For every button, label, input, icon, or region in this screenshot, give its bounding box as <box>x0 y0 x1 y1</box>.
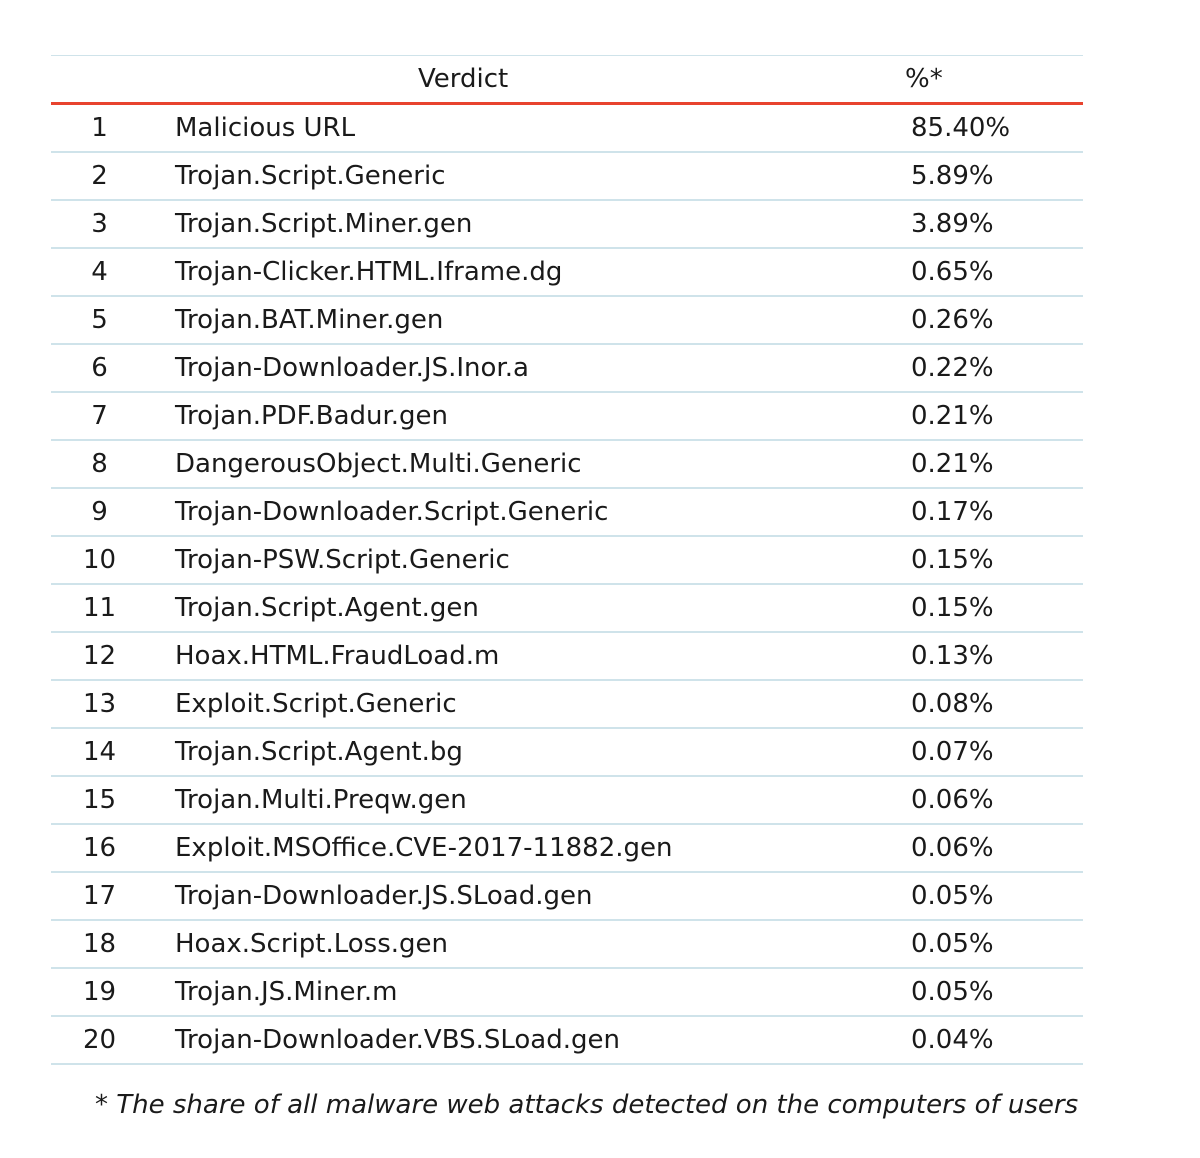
table-row <box>51 296 1083 344</box>
row-rank: 12 <box>51 632 148 680</box>
row-percent: 0.07% <box>775 728 1083 776</box>
row-verdict: Trojan.Script.Generic <box>148 152 775 200</box>
table-row <box>51 488 1083 536</box>
table-header <box>51 56 1083 104</box>
row-percent: 0.05% <box>775 968 1083 1016</box>
row-verdict: Exploit.MSOffice.CVE-2017-11882.gen <box>148 824 775 872</box>
table-row <box>51 344 1083 392</box>
row-verdict: Trojan.PDF.Badur.gen <box>148 392 775 440</box>
table-row <box>51 248 1083 296</box>
row-verdict: Exploit.Script.Generic <box>148 680 775 728</box>
header-percent: %* <box>775 56 1083 104</box>
row-rank: 8 <box>51 440 148 488</box>
row-rank: 5 <box>51 296 148 344</box>
row-verdict: Trojan.Script.Agent.bg <box>148 728 775 776</box>
row-rank: 14 <box>51 728 148 776</box>
header-rank <box>51 56 148 104</box>
table-row <box>51 872 1083 920</box>
row-rank: 20 <box>51 1016 148 1064</box>
row-verdict: Trojan.JS.Miner.m <box>148 968 775 1016</box>
row-percent: 0.13% <box>775 632 1083 680</box>
row-percent: 0.06% <box>775 776 1083 824</box>
row-verdict: DangerousObject.Multi.Generic <box>148 440 775 488</box>
row-percent: 0.05% <box>775 872 1083 920</box>
row-percent: 0.21% <box>775 440 1083 488</box>
verdict-table <box>51 55 1083 1065</box>
row-percent: 0.04% <box>775 1016 1083 1064</box>
row-verdict: Trojan.Script.Miner.gen <box>148 200 775 248</box>
row-rank: 3 <box>51 200 148 248</box>
row-percent: 0.22% <box>775 344 1083 392</box>
table-row <box>51 632 1083 680</box>
table-row <box>51 392 1083 440</box>
table-row <box>51 776 1083 824</box>
row-rank: 18 <box>51 920 148 968</box>
row-rank: 2 <box>51 152 148 200</box>
row-rank: 11 <box>51 584 148 632</box>
table-row <box>51 536 1083 584</box>
row-percent: 0.65% <box>775 248 1083 296</box>
row-verdict: Trojan-Downloader.Script.Generic <box>148 488 775 536</box>
row-verdict: Trojan-Downloader.JS.SLoad.gen <box>148 872 775 920</box>
table-row <box>51 1016 1083 1064</box>
row-rank: 17 <box>51 872 148 920</box>
row-rank: 16 <box>51 824 148 872</box>
row-rank: 13 <box>51 680 148 728</box>
row-verdict: Trojan-Downloader.VBS.SLoad.gen <box>148 1016 775 1064</box>
row-percent: 0.05% <box>775 920 1083 968</box>
table-row <box>51 200 1083 248</box>
row-percent: 0.06% <box>775 824 1083 872</box>
table-row <box>51 968 1083 1016</box>
row-rank: 4 <box>51 248 148 296</box>
row-rank: 15 <box>51 776 148 824</box>
header-row <box>51 56 1083 104</box>
row-percent: 0.21% <box>775 392 1083 440</box>
row-rank: 9 <box>51 488 148 536</box>
row-verdict: Trojan-PSW.Script.Generic <box>148 536 775 584</box>
table-row <box>51 728 1083 776</box>
row-verdict: Hoax.HTML.FraudLoad.m <box>148 632 775 680</box>
table-row <box>51 920 1083 968</box>
row-percent: 0.26% <box>775 296 1083 344</box>
row-percent: 85.40% <box>775 104 1083 152</box>
table-row <box>51 824 1083 872</box>
row-rank: 1 <box>51 104 148 152</box>
table-row <box>51 152 1083 200</box>
row-rank: 7 <box>51 392 148 440</box>
row-percent: 0.17% <box>775 488 1083 536</box>
table-row <box>51 584 1083 632</box>
row-percent: 3.89% <box>775 200 1083 248</box>
row-percent: 0.15% <box>775 584 1083 632</box>
table-body <box>51 104 1083 1064</box>
verdict-table-container <box>51 55 1083 1065</box>
row-verdict: Trojan-Clicker.HTML.Iframe.dg <box>148 248 775 296</box>
row-verdict: Malicious URL <box>148 104 775 152</box>
row-percent: 5.89% <box>775 152 1083 200</box>
row-verdict: Trojan.BAT.Miner.gen <box>148 296 775 344</box>
row-verdict: Trojan-Downloader.JS.Inor.a <box>148 344 775 392</box>
row-rank: 6 <box>51 344 148 392</box>
table-row <box>51 680 1083 728</box>
table-row <box>51 104 1083 152</box>
table-row <box>51 440 1083 488</box>
row-percent: 0.15% <box>775 536 1083 584</box>
row-verdict: Trojan.Script.Agent.gen <box>148 584 775 632</box>
row-verdict: Hoax.Script.Loss.gen <box>148 920 775 968</box>
row-percent: 0.08% <box>775 680 1083 728</box>
header-verdict: Verdict <box>148 56 775 104</box>
row-verdict: Trojan.Multi.Preqw.gen <box>148 776 775 824</box>
row-rank: 19 <box>51 968 148 1016</box>
row-rank: 10 <box>51 536 148 584</box>
table-footnote: * The share of all malware web attacks detected on the computers of users <box>95 1090 1079 1120</box>
